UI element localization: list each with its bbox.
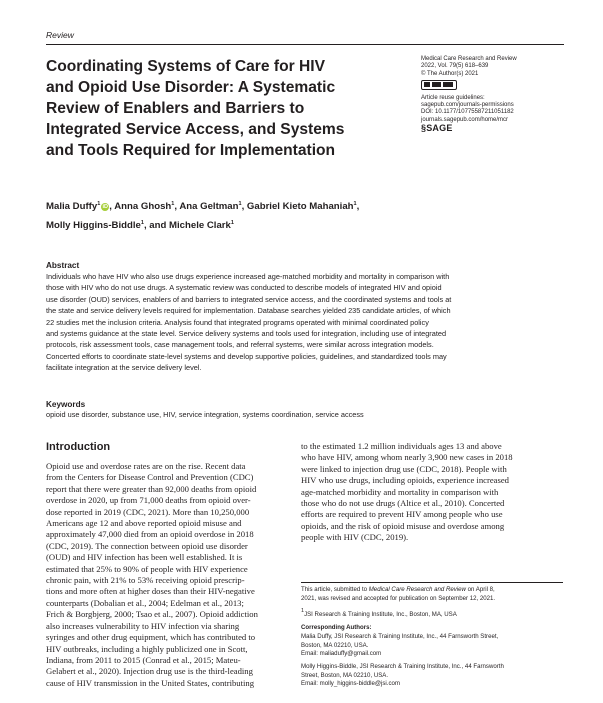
affiliation-mark: 1 — [171, 201, 175, 207]
title-line: Coordinating Systems of Care for HIV — [46, 58, 325, 75]
author-name: Anna Ghosh — [114, 201, 172, 212]
affiliation-mark: 1 — [353, 201, 357, 207]
author-list — [46, 196, 359, 234]
sage-wordmark: SAGE — [426, 123, 453, 134]
footnote-rule — [301, 582, 563, 583]
affiliation-mark: 1 — [230, 220, 234, 226]
affiliation-text: JSI Research & Training Institute, Inc., Boston, MA, USA — [304, 611, 457, 619]
body-line: tions and more often at higher doses than their HIV-negative — [46, 586, 255, 597]
body-line: report that there were greater than 92,000 deaths from opioid — [46, 483, 257, 494]
submission-journal: Medical Care Research and Review — [368, 586, 466, 593]
body-line: were linked to injection drug use (CDC, 2018). People with — [301, 463, 507, 474]
abstract-line: and systems guidance at the state level. Service delivery systems and tools used for integration, including use of integrated — [46, 329, 447, 339]
body-line: HIV who use drugs, including opioids, experience increased — [301, 475, 509, 486]
abstract-line: protocols, risk assessment tools, case management tools, and referral systems, were similar across integration models. — [46, 340, 434, 350]
affiliation-mark: 1 — [238, 201, 242, 207]
separator: , — [174, 201, 177, 212]
author-name: Michele Clark — [169, 220, 231, 231]
submission-text: on April 8, — [465, 586, 495, 593]
section-label: Review — [46, 30, 74, 40]
introduction-column-left — [46, 461, 290, 689]
copyright: © The Author(s) 2021 — [421, 70, 479, 77]
body-line: who have HIV, among whom nearly 3,900 new cases in 2018 — [301, 452, 513, 463]
body-line: age-matched morbidity and mortality in comparison with — [301, 486, 499, 497]
body-line: cause of HIV transmission in the United States, contributing — [46, 677, 255, 688]
body-line: chronic pain, with 21% to 53% receiving opioid prescrip- — [46, 575, 245, 586]
corresponding-author-email[interactable]: Email: maliaduffy@gmail.com — [301, 650, 382, 658]
title-line: and Tools Required for Implementation — [46, 142, 336, 159]
reuse-guidelines-link[interactable]: sagepub.com/journals-permissions — [421, 102, 514, 109]
body-line: those who do not use drugs (Altice et al., 2010). Concerted — [301, 498, 505, 509]
body-line: opioids, and the risk of opioid misuse and overdose among — [301, 520, 505, 531]
and-word: and — [149, 220, 167, 231]
author-line — [46, 215, 359, 234]
abstract-line: Individuals who have HIV who also use drugs experience increased age-matched morbidity and mortality in comparison with — [46, 272, 450, 281]
body-line: Opioid use and overdose rates are on the rise. Recent data — [46, 461, 246, 471]
body-line: (CDC, 2019). The connection between opioid use disorder — [46, 540, 248, 551]
article-reuse-icon — [421, 80, 457, 90]
corresponding-author-address: Molly Higgins-Biddle, JSI Research & Training Institute, Inc., 44 Farnsworth — [301, 662, 504, 670]
abstract-line: facilitate integration at the service delivery level. — [46, 363, 202, 373]
body-line: syringes and other drug equipment, which has contributed to — [46, 632, 256, 643]
author-name: Ana Geltman — [179, 201, 239, 212]
body-line: to the estimated 1.2 million individuals ages 13 and above — [301, 441, 502, 451]
keywords-list: opioid use disorder, substance use, HIV, service integration, systems coordination, service access — [46, 410, 364, 419]
journal-name: Medical Care Research and Review — [421, 56, 517, 62]
introduction-heading: Introduction — [46, 441, 111, 453]
abstract-line: those with HIV who do not use drugs. A systematic review was conducted to describe models of integrated HIV and opioid — [46, 283, 442, 293]
separator: , — [109, 201, 112, 212]
introduction-column-right — [301, 441, 563, 544]
journal-volume: 2022, Vol. 79(5) 618–639 — [421, 63, 489, 70]
title-line: Review of Enablers and Barriers to — [46, 100, 305, 117]
journal-info — [421, 56, 571, 133]
author-line — [46, 196, 359, 215]
body-line: people with HIV (CDC, 2019). — [301, 532, 409, 543]
title-line: and Opioid Use Disorder: A Systematic — [46, 79, 336, 96]
doi-link[interactable]: DOI: 10.1177/10775587211051182 — [421, 109, 514, 116]
keywords-heading: Keywords — [46, 400, 86, 409]
orcid-icon[interactable]: iD — [102, 204, 108, 210]
corresponding-author-address: Boston, MA 02210, USA. — [301, 641, 369, 649]
affiliation-mark: 1 — [140, 220, 144, 226]
submission-text: This article, submitted to — [301, 586, 369, 593]
body-line: Indiana, from 2011 to 2015 (Conrad et al., 2015; Mateu- — [46, 654, 241, 665]
journal-homepage-link[interactable]: journals.sagepub.com/home/mcr — [421, 116, 509, 123]
body-line: dose reported in 2019 (CDC, 2021). More than 10,250,000 — [46, 506, 250, 517]
body-line: HIV outbreaks, including a highly publicized one in Scott, — [46, 643, 248, 654]
body-line: Frich & Borgbjerg, 2000; Tsao et al., 2007). Opioid addiction — [46, 609, 258, 620]
author-name: Molly Higgins-Biddle — [46, 220, 141, 231]
body-line: approximately 47,000 died from an opioid overdose in 2018 — [46, 529, 254, 540]
author-name: Gabriel Kieto Mahaniah — [246, 201, 354, 212]
separator: , — [356, 201, 360, 212]
body-line: also increases vulnerability to HIV infection via sharing — [46, 620, 240, 631]
body-line: estimated that 25% to 90% of people with HIV experience — [46, 563, 248, 574]
body-line: (OUD) and HIV infection has been well established. It is — [46, 552, 243, 563]
submission-note — [301, 586, 565, 595]
corresponding-author-address: Malia Duffy, JSI Research & Training Institute, Inc., 44 Farnsworth Street, — [301, 632, 499, 640]
corresponding-authors-heading: Corresponding Authors: — [301, 624, 372, 632]
body-line: Gelabert et al., 2020). Injection drug use is the third-leading — [46, 666, 253, 677]
separator: , — [143, 220, 147, 231]
body-line: from the Centers for Disease Control and Prevention (CDC) — [46, 472, 254, 483]
sage-swirl-icon: § — [421, 123, 427, 134]
abstract-line: use disorder (OUD) services, enablers of and barriers to integrated service access, and the coordinated systems and tools at — [46, 294, 452, 304]
affiliation-mark: 1 — [97, 201, 101, 207]
affiliation-note — [301, 607, 565, 620]
body-line: counterparts (Dobalian et al., 2004; Edelman et al., 2013; — [46, 597, 244, 608]
corresponding-author-address: Street, Boston, MA 02210, USA. — [301, 671, 389, 679]
sage-logo — [421, 125, 571, 132]
submission-note-line: 2021, was revised and accepted for publication on September 12, 2021. — [301, 594, 496, 602]
separator: , — [241, 201, 245, 212]
affiliation-mark: 1 — [301, 608, 305, 615]
abstract-line: the state and service delivery levels required for implementation. Database searches yielded 235 candidate articles, of which — [46, 306, 451, 316]
body-line: Americans age 12 and above reported opioid misuse and — [46, 518, 242, 529]
abstract-line: Concerted efforts to coordinate state-level systems and develop supportive policies, guidelines, and standardized tools may — [46, 351, 447, 361]
body-line: overdose in 2020, up from 71,000 deaths from opioid over- — [46, 495, 251, 506]
corresponding-author-email[interactable]: Email: molly_higgins-biddle@jsi.com — [301, 680, 400, 688]
article-title — [46, 56, 394, 161]
abstract-line: 22 studies met the inclusion criteria. Analysis found that integrated programs operated with minimal coordinated policy — [46, 317, 429, 327]
abstract-body — [46, 271, 566, 374]
header-rule — [46, 44, 564, 45]
footnotes — [301, 586, 565, 689]
author-name: Malia Duffy — [46, 201, 98, 212]
abstract-heading: Abstract — [46, 261, 80, 270]
title-line: Integrated Service Access, and Systems — [46, 121, 345, 138]
body-line: efforts are required to prevent HIV among people who use — [301, 509, 503, 520]
reuse-guidelines-label: Article reuse guidelines: — [421, 94, 485, 101]
